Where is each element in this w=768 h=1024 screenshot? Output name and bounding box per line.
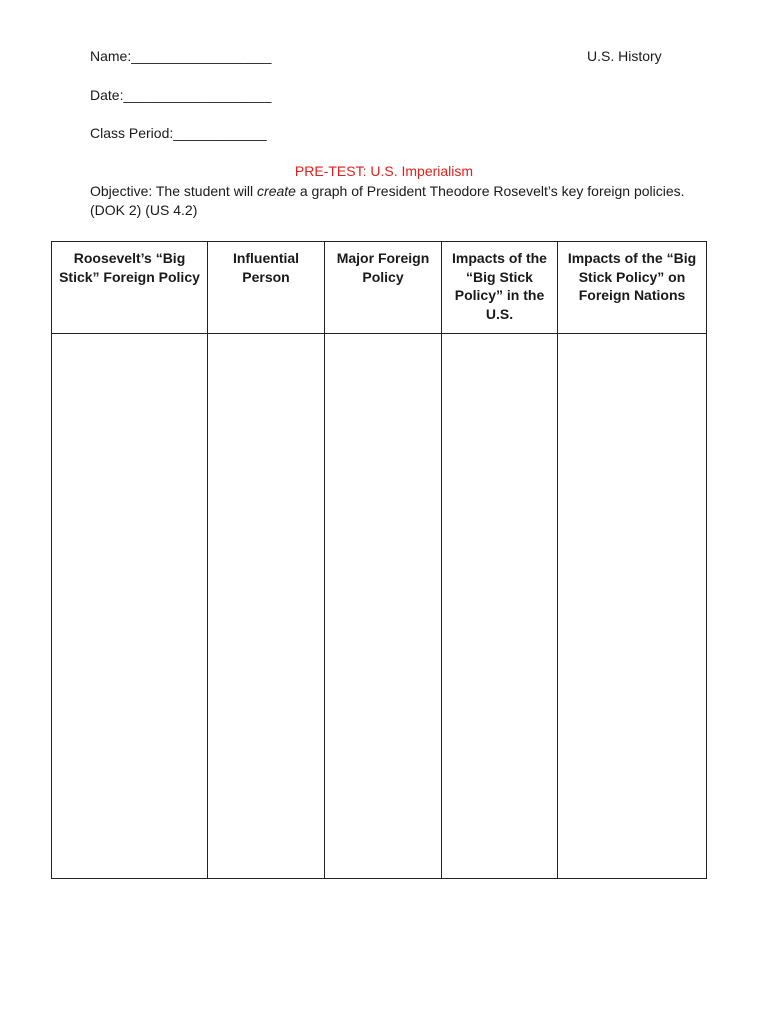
answer-cell-big-stick-policy[interactable] [52,334,208,879]
date-line [90,87,271,103]
header-big-stick-policy: Roosevelt’s “Big Stick” Foreign Policy [52,242,208,334]
name-blank[interactable]: __________________ [131,48,272,64]
header-impacts-us: Impacts of the “Big Stick Policy” in the U.S. [442,242,558,334]
class-period-label: Class Period: [90,125,174,141]
header-influential-person: Influential Person [208,242,325,334]
header-major-foreign-policy: Major Foreign Policy [325,242,442,334]
objective-suffix: a graph of President Theodore Rosevelt’s key foreign policies. (DOK 2) (US 4.2) [90,183,685,218]
header-impacts-foreign-nations: Impacts of the “Big Stick Policy” on Foreign Nations [558,242,707,334]
objective-emphasis: create [257,183,296,199]
answer-cell-influential-person[interactable] [208,334,325,879]
course-name: U.S. History [587,48,662,64]
table-header-row [52,242,707,334]
class-period-line [90,125,267,141]
date-blank[interactable]: ___________________ [123,87,272,103]
page-title: PRE-TEST: U.S. Imperialism [294,163,474,179]
name-label: Name: [90,48,132,64]
date-label: Date: [90,87,124,103]
answer-cell-impacts-us[interactable] [442,334,558,879]
name-line [90,48,271,64]
class-period-blank[interactable]: ____________ [173,125,267,141]
table-row [52,334,707,879]
graphic-organizer-table [51,241,707,879]
objective-text [90,182,710,220]
answer-cell-impacts-foreign-nations[interactable] [558,334,707,879]
objective-prefix: Objective: The student will [90,183,258,199]
answer-cell-major-foreign-policy[interactable] [325,334,442,879]
